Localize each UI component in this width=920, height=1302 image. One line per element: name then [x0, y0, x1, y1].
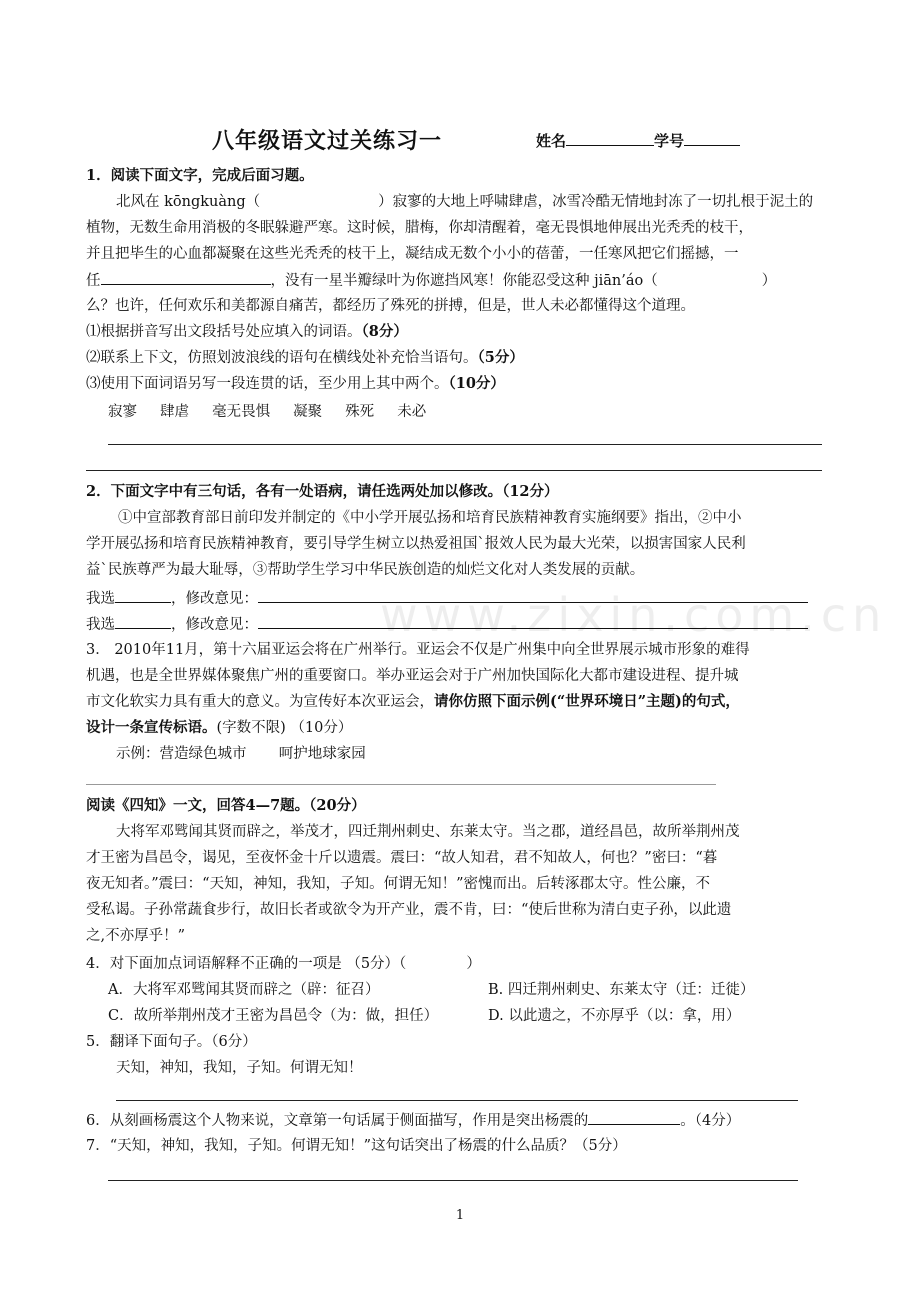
q2-passage-line: 学开展弘扬和培育民族精神教育，要引导学生树立以热爱祖国`报效人民为最大光荣，以损害国家人民利: [86, 536, 746, 552]
fill-in-blank[interactable]: [588, 1110, 680, 1125]
q3-text: (字数不限) （10分）: [216, 720, 353, 736]
q1-passage-line: 么？也许，任何欢乐和美都源自痛苦，都经历了殊死的拼搏，但是，世人未必都懂得这个道理。: [86, 298, 695, 314]
q3-example: [116, 744, 366, 764]
id-blank[interactable]: [684, 131, 740, 146]
advice-label: ，修改意见：: [171, 591, 258, 607]
q3-instruction: 设计一条宣传标语。: [86, 719, 217, 736]
page-title: 八年级语文过关练习一: [212, 129, 443, 154]
word-item: 凝聚: [293, 404, 323, 420]
q1-text: ，没有一星半瓣绿叶为你遮挡风寒！你能忍受这种 jiān’áo（: [270, 273, 658, 289]
id-label: 学号: [654, 132, 685, 150]
q1-text: ）寂寥的大地上呼啸肆虐，冰雪冷酷无情地封冻了一切扎根于泥土的: [378, 194, 814, 210]
q2-passage-line: 益`民族尊严为最大耻辱，③帮助学生学习中华民族创造的灿烂文化对人类发展的贡献。: [86, 562, 645, 578]
q3-line: [86, 692, 740, 712]
q3-line: 3． 2010年11月，第十六届亚运会将在广州举行。亚运会不仅是广州集中向全世界展示城市形象的难得: [86, 642, 750, 658]
advice-label: ，修改意见：: [171, 617, 258, 633]
q3-line: [86, 718, 352, 738]
word-item: 毫无畏惧: [212, 404, 271, 420]
q2-answer-row-1: [86, 588, 808, 609]
q6-text: 。（4分）: [680, 1113, 741, 1129]
q1-subquestion-1: [86, 322, 408, 342]
q2-heading: 2．下面文字中有三句话，各有一处语病，请任选两处加以修改。（12分）: [86, 483, 559, 500]
reading-line: 大将军邓骘闻其贤而辟之，举茂才，四迁荆州刺史、东莱太守。当之郡，道经昌邑，故所举荆州茂: [116, 824, 740, 840]
q4-stem: [86, 954, 481, 974]
choice-blank[interactable]: [115, 588, 171, 603]
q2-passage-line: ①中宣部教育部日前印发并制定的《中小学开展弘扬和培育民族精神教育实施纲要》指出，②中小: [118, 510, 742, 526]
q1-heading: 1．阅读下面文字，完成后面习题。: [86, 167, 314, 184]
q4-option-c[interactable]: C．故所举荆州茂才王密为昌邑令（为：做，担任）: [108, 1008, 439, 1024]
q1-passage-line: 植物，无数生命用消极的冬眠躲避严寒。这时候，腊梅，你却清醒着，毫无畏惧地伸展出光秃秃的枝干，: [86, 220, 753, 236]
points: （10分）: [448, 375, 505, 392]
points: （5分）: [477, 349, 524, 366]
choose-label: 我选: [86, 591, 115, 607]
advice-blank[interactable]: [258, 588, 808, 603]
reading-line: 受私谒。子孙常蔬食步行，故旧长者或欲令为开产业，震不肯，曰：“使后世称为清白吏子孙，以此遗: [86, 902, 732, 918]
advice-blank[interactable]: [258, 614, 808, 629]
q6-stem: [86, 1110, 740, 1131]
choose-label: 我选: [86, 617, 115, 633]
name-blank[interactable]: [566, 131, 654, 146]
word-list: [108, 402, 426, 422]
reading-line: 之,不亦厚乎！”: [86, 928, 186, 944]
choice-blank[interactable]: [115, 614, 171, 629]
q4-option-b[interactable]: B. 四迁荆州刺史、东莱太守（迁：迁徙）: [488, 982, 755, 998]
example-slogan: 营造绿色城市: [159, 746, 247, 762]
word-item: 肆虐: [160, 404, 190, 420]
points: （8分）: [361, 323, 408, 340]
reading-line: 夜无知者。”震曰：“天知，神知，我知，子知。何谓无知！”密愧而出。后转涿郡太守。性公廉，不: [86, 876, 710, 892]
q1-passage-line: [116, 192, 813, 212]
q3-line: 机遇，也是全世界媒体聚焦广州的重要窗口。举办亚运会对于广州加快国际化大都市建设进程、提升城: [86, 668, 739, 684]
word-item: 殊死: [345, 404, 375, 420]
answer-line[interactable]: [86, 470, 822, 471]
q3-text: 市文化软实力具有重大的意义。为宣传好本次亚运会，: [86, 694, 434, 710]
q4-option-a[interactable]: A．大将军邓骘闻其贤而辟之（辟：征召）: [108, 982, 380, 998]
q1-subquestion-3: [86, 374, 505, 394]
example-slogan: 呵护地球家园: [278, 746, 366, 762]
fill-in-blank[interactable]: [101, 270, 271, 285]
q7-stem: 7．“天知，神知，我知，子知。何谓无知！”这句话突出了杨震的什么品质？（5分）: [86, 1138, 627, 1154]
q6-text: 6．从刻画杨震这个人物来说，文章第一句话属于侧面描写，作用是突出杨震的: [86, 1113, 589, 1129]
q3-instruction: 请你仿照下面示例(“世界环境日”主题)的句式，: [434, 693, 740, 710]
word-item: 寂寥: [108, 404, 137, 420]
q1-sub-text: ⑵联系上下文，仿照划波浪线的语句在横线处补充恰当语句。: [86, 350, 478, 366]
q1-subquestion-2: [86, 348, 524, 368]
q1-text: 北风在 kōngkuàng（: [116, 194, 261, 210]
answer-line[interactable]: [108, 1180, 798, 1181]
answer-line[interactable]: [86, 784, 716, 785]
answer-line[interactable]: [108, 444, 822, 445]
example-label: 示例：: [116, 746, 160, 762]
q4-text: ）: [466, 956, 481, 972]
reading-heading: 阅读《四知》一文，回答4—7题。（20分）: [86, 797, 366, 814]
q5-stem: 5．翻译下面句子。（6分）: [86, 1034, 257, 1050]
student-info: [536, 130, 740, 151]
name-label: 姓名: [536, 132, 567, 150]
q4-option-d[interactable]: D. 以此遗之，不亦厚乎（以：拿，用）: [488, 1008, 741, 1024]
q1-text: ）: [761, 273, 777, 289]
q1-passage-line: [86, 270, 776, 291]
q1-passage-line: 并且把毕生的心血都凝聚在这些光秃秃的枝干上，凝结成无数个小小的蓓蕾，一任寒风把它们摇撼，一: [86, 246, 739, 262]
q2-answer-row-2: [86, 614, 808, 635]
page-number: 1: [455, 1208, 465, 1223]
q4-text: 4．对下面加点词语解释不正确的一项是 （5分）（: [86, 956, 407, 972]
answer-line[interactable]: [116, 1100, 798, 1101]
watermark: www.zixin.com.cn: [380, 588, 888, 642]
q5-sentence: 天知，神知，我知，子知。何谓无知！: [116, 1060, 363, 1076]
q1-sub-text: ⑶使用下面词语另写一段连贯的话，至少用上其中两个。: [86, 376, 449, 392]
q1-text: 任: [86, 273, 101, 289]
reading-line: 才王密为昌邑令，谒见，至夜怀金十斤以遗震。震曰：“故人知君，君不知故人，何也？”密曰：“暮: [86, 850, 718, 866]
q1-sub-text: ⑴根据拼音写出文段括号处应填入的词语。: [86, 324, 362, 340]
word-item: 未必: [397, 404, 427, 420]
